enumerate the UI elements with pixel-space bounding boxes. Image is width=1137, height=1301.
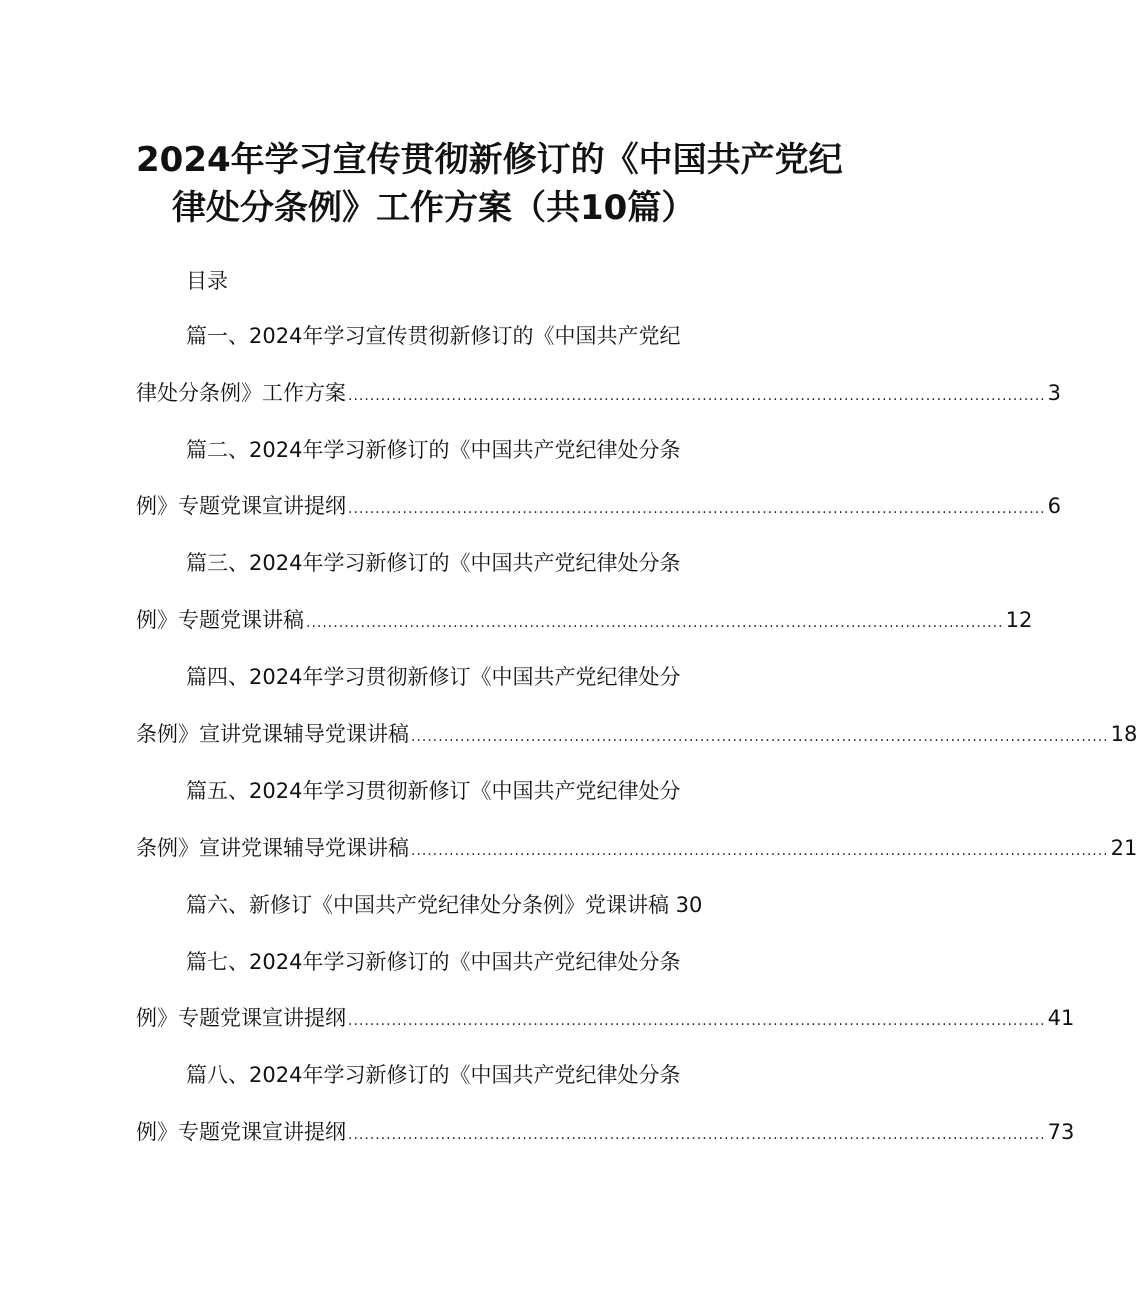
toc-entry-3-line-1[interactable]: 篇三、2024年学习新修订的《中国共产党纪律处分条 [186,551,681,575]
toc-page-number: 12 [1005,608,1033,632]
dot-leader: ................................................................................................................................ [411,843,1109,859]
toc-entry-text: 例》专题党课宣讲提纲 [136,494,346,518]
toc-entry-text: 例》专题党课讲稿 [136,608,304,632]
dot-leader: ................................................................................................................................ [348,1127,1046,1143]
document-title [136,136,843,232]
toc-entry-4-line-2[interactable] [136,719,1137,752]
dot-leader: ................................................................................................................................ [411,729,1109,745]
dot-leader: ................................................................................................................................ [348,388,1046,404]
title-line-2: 律处分条例》工作方案（共10篇） [172,188,696,228]
toc-page-number: 21 [1110,836,1137,860]
toc-page-number: 18 [1110,722,1137,746]
toc-entry-6[interactable]: 篇六、新修订《中国共产党纪律处分条例》党课讲稿 30 [186,893,703,917]
toc-entry-1-line-1[interactable]: 篇一、2024年学习宣传贯彻新修订的《中国共产党纪 [186,324,681,348]
toc-entry-text: 条例》宣讲党课辅导党课讲稿 [136,836,409,860]
toc-entry-text: 律处分条例》工作方案 [136,381,346,405]
toc-entry-5-line-2[interactable] [136,833,1137,866]
toc-heading: 目录 [186,269,228,293]
toc-entry-8-line-1[interactable]: 篇八、2024年学习新修订的《中国共产党纪律处分条 [186,1063,681,1087]
toc-entry-3-line-2[interactable] [136,605,1033,638]
toc-entry-1-line-2[interactable] [136,378,1061,411]
title-line-1: 2024年学习宣传贯彻新修订的《中国共产党纪 [136,140,843,180]
toc-entry-text: 例》专题党课宣讲提纲 [136,1006,346,1030]
dot-leader: ................................................................................................................................ [348,1013,1046,1029]
toc-page-number: 41 [1047,1006,1075,1030]
dot-leader: ................................................................................................................................ [306,615,1004,631]
dot-leader: ................................................................................................................................ [348,501,1046,517]
toc-page-number: 3 [1047,381,1061,405]
toc-entry-2-line-1[interactable]: 篇二、2024年学习新修订的《中国共产党纪律处分条 [186,438,681,462]
toc-entry-text: 例》专题党课宣讲提纲 [136,1120,346,1144]
toc-entry-2-line-2[interactable] [136,491,1061,524]
toc-entry-4-line-1[interactable]: 篇四、2024年学习贯彻新修订《中国共产党纪律处分 [186,665,681,689]
toc-entry-text: 条例》宣讲党课辅导党课讲稿 [136,722,409,746]
toc-entry-8-line-2[interactable] [136,1117,1075,1150]
toc-entry-7-line-1[interactable]: 篇七、2024年学习新修订的《中国共产党纪律处分条 [186,950,681,974]
toc-page-number: 6 [1047,494,1061,518]
toc-entry-7-line-2[interactable] [136,1003,1075,1036]
toc-entry-5-line-1[interactable]: 篇五、2024年学习贯彻新修订《中国共产党纪律处分 [186,779,681,803]
toc-page-number: 73 [1047,1120,1075,1144]
